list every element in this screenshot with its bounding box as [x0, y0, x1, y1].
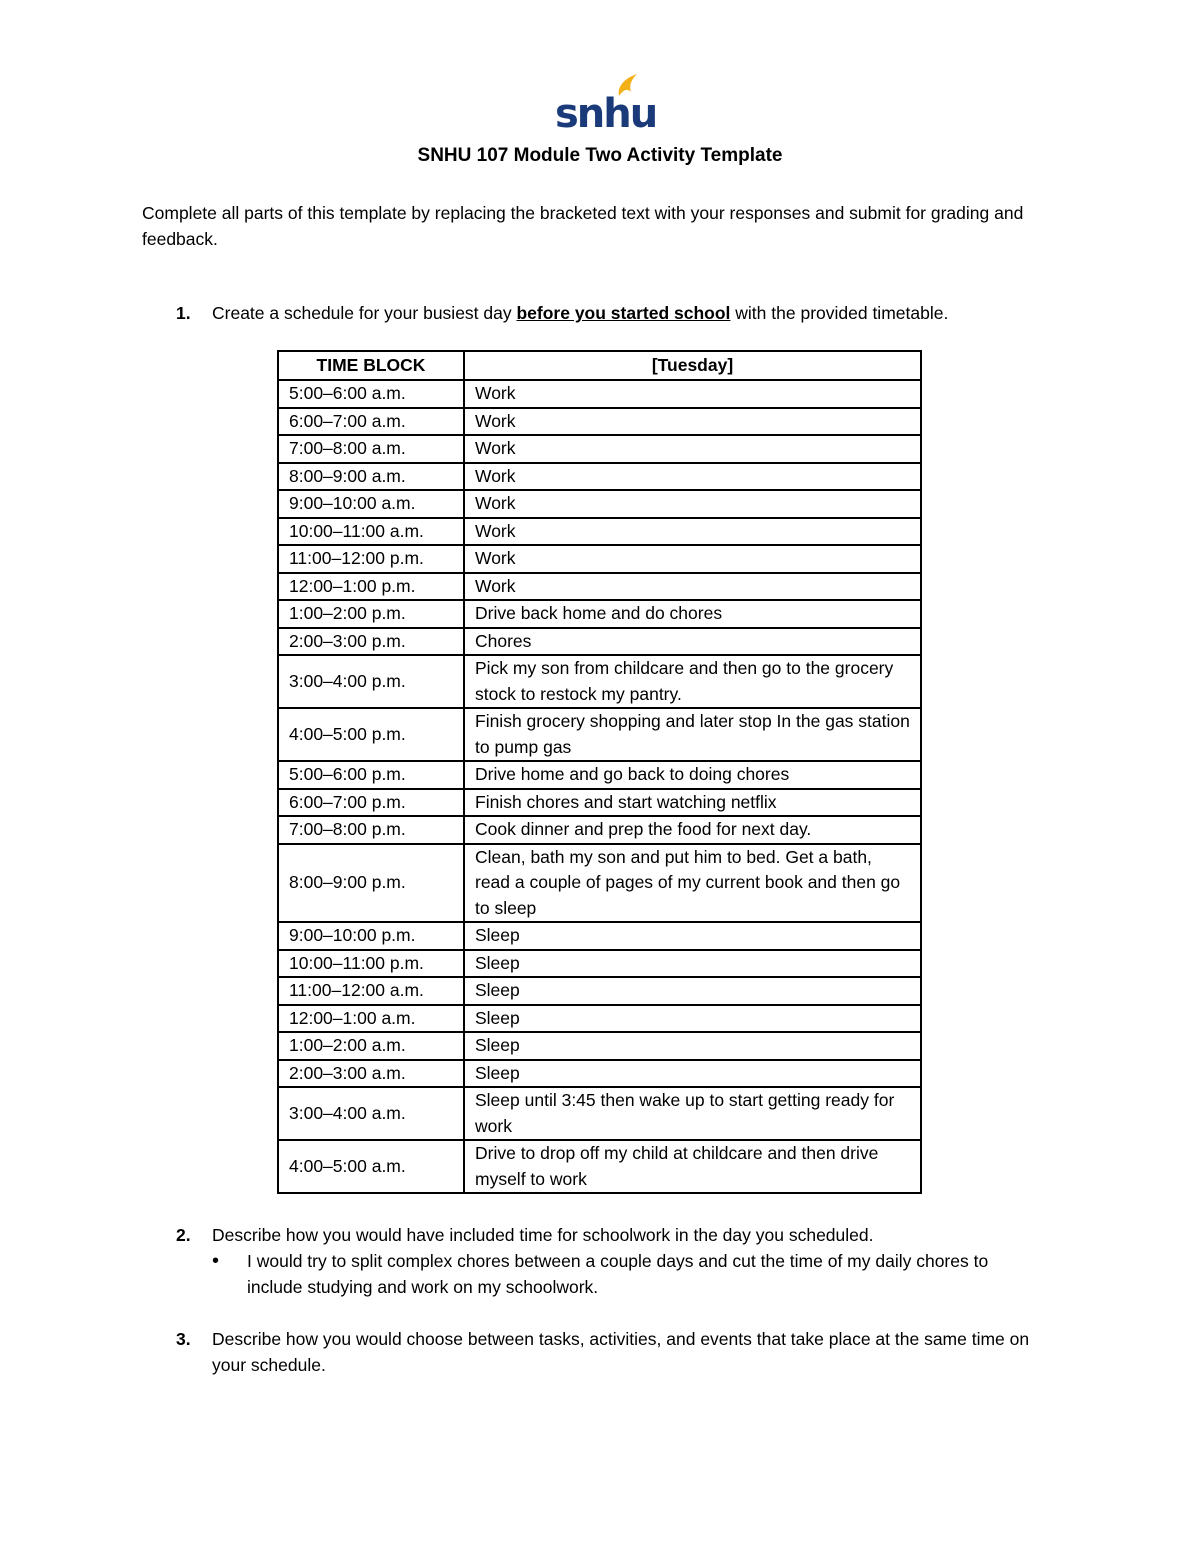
activity-cell: Drive back home and do chores	[464, 600, 921, 628]
time-block-cell: 12:00–1:00 a.m.	[278, 1005, 464, 1033]
time-block-cell: 7:00–8:00 p.m.	[278, 816, 464, 844]
table-row	[278, 463, 921, 491]
question-text: Describe how you would choose between tasks, activities, and events that take place at the same time on your schedule.	[212, 1329, 1030, 1375]
table-row	[278, 655, 921, 708]
activity-cell: Finish grocery shopping and later stop In the gas station to pump gas	[464, 708, 921, 761]
time-block-cell: 1:00–2:00 a.m.	[278, 1032, 464, 1060]
activity-cell: Drive to drop off my child at childcare and then drive myself to work	[464, 1140, 921, 1193]
time-block-cell: 8:00–9:00 p.m.	[278, 844, 464, 923]
activity-cell: Work	[464, 573, 921, 601]
table-row	[278, 435, 921, 463]
activity-cell: Sleep	[464, 1032, 921, 1060]
activity-cell: Cook dinner and prep the food for next day.	[464, 816, 921, 844]
activity-cell: Work	[464, 545, 921, 573]
activity-cell: Work	[464, 380, 921, 408]
table-row	[278, 518, 921, 546]
time-block-cell: 2:00–3:00 p.m.	[278, 628, 464, 656]
time-block-cell: 8:00–9:00 a.m.	[278, 463, 464, 491]
header-time-block: TIME BLOCK	[278, 351, 464, 380]
time-block-cell: 4:00–5:00 a.m.	[278, 1140, 464, 1193]
question-number: 3.	[176, 1329, 191, 1349]
activity-cell: Sleep	[464, 977, 921, 1005]
time-block-cell: 5:00–6:00 a.m.	[278, 380, 464, 408]
activity-cell: Finish chores and start watching netflix	[464, 789, 921, 817]
schedule-table	[277, 350, 922, 1194]
time-block-cell: 5:00–6:00 p.m.	[278, 761, 464, 789]
time-block-cell: 7:00–8:00 a.m.	[278, 435, 464, 463]
activity-cell: Work	[464, 518, 921, 546]
time-block-cell: 6:00–7:00 a.m.	[278, 408, 464, 436]
time-block-cell: 9:00–10:00 p.m.	[278, 922, 464, 950]
activity-cell: Sleep	[464, 922, 921, 950]
table-row	[278, 977, 921, 1005]
activity-cell: Sleep	[464, 1060, 921, 1088]
time-block-cell: 3:00–4:00 a.m.	[278, 1087, 464, 1140]
time-block-cell: 3:00–4:00 p.m.	[278, 655, 464, 708]
logo-wordmark: snhu	[555, 91, 657, 137]
activity-cell: Drive home and go back to doing chores	[464, 761, 921, 789]
table-row	[278, 816, 921, 844]
activity-cell: Work	[464, 435, 921, 463]
table-row	[278, 1140, 921, 1193]
question-number: 2.	[176, 1225, 191, 1245]
question-emphasis: before you started school	[516, 303, 731, 323]
table-row	[278, 628, 921, 656]
table-row	[278, 950, 921, 978]
activity-cell: Pick my son from childcare and then go to the grocery stock to restock my pantry.	[464, 655, 921, 708]
table-row	[278, 380, 921, 408]
table-row	[278, 600, 921, 628]
header-day: [Tuesday]	[464, 351, 921, 380]
time-block-cell: 10:00–11:00 p.m.	[278, 950, 464, 978]
activity-cell: Chores	[464, 628, 921, 656]
table-row	[278, 545, 921, 573]
table-row	[278, 1060, 921, 1088]
activity-cell: Sleep	[464, 1005, 921, 1033]
activity-cell: Sleep	[464, 950, 921, 978]
question-text-post: with the provided timetable.	[730, 303, 949, 323]
question-text: Describe how you would have included time for schoolwork in the day you scheduled.	[212, 1225, 874, 1245]
time-block-cell: 11:00–12:00 p.m.	[278, 545, 464, 573]
time-block-cell: 1:00–2:00 p.m.	[278, 600, 464, 628]
table-row	[278, 490, 921, 518]
table-row	[278, 708, 921, 761]
table-row	[278, 844, 921, 923]
activity-cell: Work	[464, 463, 921, 491]
time-block-cell: 4:00–5:00 p.m.	[278, 708, 464, 761]
time-block-cell: 12:00–1:00 p.m.	[278, 573, 464, 601]
activity-cell: Work	[464, 490, 921, 518]
table-row	[278, 761, 921, 789]
table-row	[278, 789, 921, 817]
table-header-row	[278, 351, 921, 380]
page-title: SNHU 107 Module Two Activity Template	[417, 145, 783, 166]
question-text	[212, 300, 1032, 326]
instructions: Complete all parts of this template by replacing the bracketed text with your responses and submit for grading and feedback.	[142, 203, 1024, 249]
table-row	[278, 408, 921, 436]
time-block-cell: 10:00–11:00 a.m.	[278, 518, 464, 546]
bullet-icon: •	[212, 1250, 220, 1272]
time-block-cell: 9:00–10:00 a.m.	[278, 490, 464, 518]
table-row	[278, 1087, 921, 1140]
question-text-pre: Create a schedule for your busiest day	[212, 303, 517, 323]
table-row	[278, 573, 921, 601]
time-block-cell: 11:00–12:00 a.m.	[278, 977, 464, 1005]
table-row	[278, 1005, 921, 1033]
activity-cell: Work	[464, 408, 921, 436]
snhu-logo	[555, 72, 657, 137]
table-row	[278, 922, 921, 950]
time-block-cell: 6:00–7:00 p.m.	[278, 789, 464, 817]
answer-text: I would try to split complex chores between a couple days and cut the time of my daily chores to include studying and work on my schoolwork.	[247, 1251, 989, 1297]
activity-cell: Sleep until 3:45 then wake up to start getting ready for work	[464, 1087, 921, 1140]
question-number: 1.	[176, 303, 191, 323]
table-row	[278, 1032, 921, 1060]
activity-cell: Clean, bath my son and put him to bed. Get a bath, read a couple of pages of my current book and then go to sleep	[464, 844, 921, 923]
time-block-cell: 2:00–3:00 a.m.	[278, 1060, 464, 1088]
